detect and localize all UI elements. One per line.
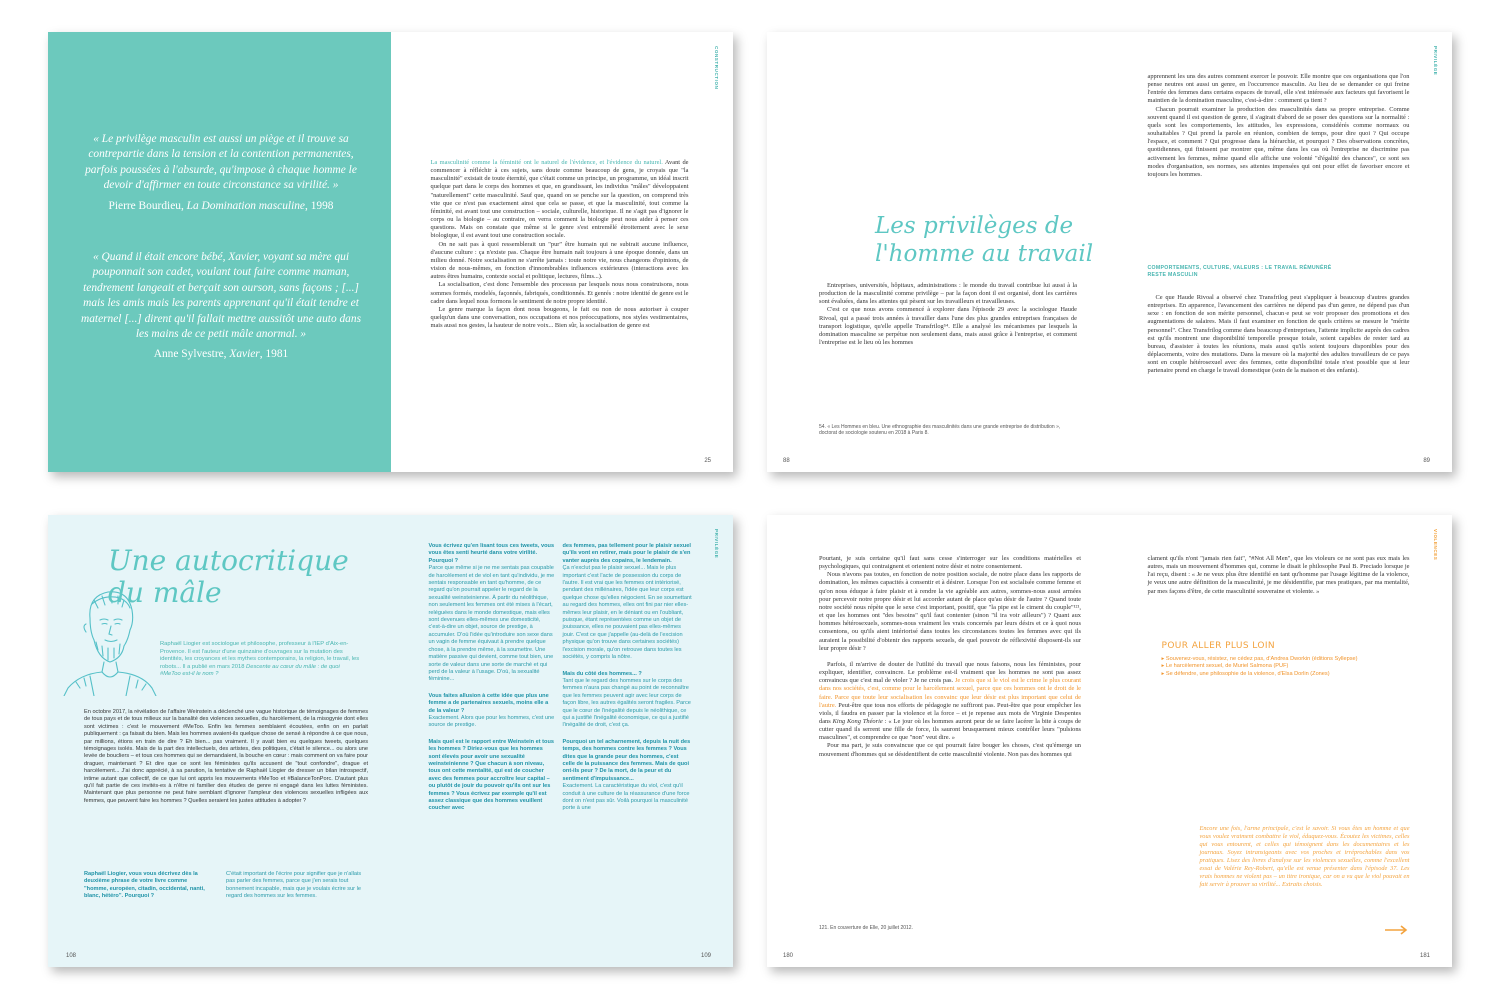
question: Vous écrivez qu'en lisant tous ces tweets, vous vous êtes senti heurté dans votre virilité. Pourquoi ? [428,543,555,564]
qa-column [226,871,362,910]
question: Raphaël Liogier, vous vous décrivez dès la deuxième phrase de votre livre comme "homme, européen, citadin, occidental, nanti, blanc, hétéro". Pourquoi ? [84,871,205,900]
paragraph: Entreprises, universités, hôpitaux, administrations : le monde du travail contribue lui aussi à la production de la masculinité comme privilège – par la façon dont il est organisé, dont les carrières sont évaluées, dans les attentes qui pèsent sur les travailleurs et travailleuses. [819,282,1077,306]
quote-author: Pierre Bourdieu, La Domination masculine, 1998 [108,199,334,212]
further-reading-title: POUR ALLER PLUS LOIN [1161,641,1276,651]
article-title: Une autocritique du mâle [108,544,349,609]
paragraph: Pour ma part, je suis convaincue que ce qui pourrait faire bouger les choses, c'est qu'émerge un mouvement d'hommes qui se désidentifient de cette masculinité violente. Non pas des hommes qui [819,742,1081,758]
question: Mais quel est le rapport entre Weinstein et tous les hommes ? Diriez-vous que les hommes sont élevés pour avoir une sexualité weinsteinienne ? Que chacun à son niveau, tous ont cette mentalité, qui est de coucher avec des femmes pour accroître leur capital – ou plutôt de jouir du pouvoir qu'ils ont sur les femmes ? Vous écrivez par exemple qu'il est assez classique que des hommes veuillent coucher avec [428,738,554,812]
closing-note: Encore une fois, l'arme principale, c'est le savoir. Si vous êtes un homme et que vous voulez vraiment combattre le viol, éduquez-vous. Écoutez les victimes, celles qui vous entourent, et celles qui témoignent dans les documentaires et les journaux. Soyez intransigeants avec vos proches et irréprochables dans vos pratiques. Lisez des livres d'analyse sur les violences sexuelles, comme l'excellent essai de Valérie Rey-Robert, qu'elle est venue présenter dans l'épisode 37. Les vrais hommes ne violent pas – un titre ironique, car on a vu que le viol pouvait en fait servir à prouver sa virilité... Extraits choisis. [1199,825,1410,888]
paragraph: Pourtant, je suis certaine qu'il faut sans cesse s'interroger sur les conditions matérielles et psychologiques, qui contraignent et orientent notre désir et notre consentement. [819,555,1081,571]
running-head: VIOLENCES [1433,529,1438,561]
body-text [1148,73,1410,179]
lead-sentence: La masculinité comme la féminité ont le naturel de l'évidence, et l'évidence du naturel. [430,159,663,166]
paragraph: clament qu'ils n'ont "jamais rien fait", "#Not All Men", que les violeurs ce ne sont pas eux mais les autres, mais un mouvement d'hommes qui, comme le disait le philosophe Paul B. Preciado lorsque je l'ai reçu, disent : « Je ne veux plus être identifié en tant qu'homme par l'usage légitime de la violence, je veux une autre définition de la masculinité, je me désidentifie, par mes pratiques, par ma mentalité, par mes façons d'être, de cette masculinité souveraine et violente. » [1147,555,1410,595]
question: Pourquoi un tel acharnement, depuis la nuit des temps, des hommes contre les femmes ? Vous dites que la grande peur des hommes, c'est celle de la puissance des femmes. Mais de quoi ont-ils peur ? De la mort, de la peur et du sentiment d'impuissance... [562,738,691,782]
page-number: 181 [1419,953,1430,959]
footnote: 54. « Les Hommes en bleu. Une ethnographie des masculinités dans une grande entreprise de distribution », doctorat de sociologie soutenu en 2018 à Paris 8. [819,424,1061,437]
running-head: CONSTRUCTION [714,46,719,90]
quote-author: Anne Sylvestre, Xavier, 1981 [153,348,289,361]
intro-text: En octobre 2017, la révélation de l'affaire Weinstein a déclenché une vague historique de témoignages de femmes de tous pays et de tous milieux sur la banalité des violences sexuelles, du harcèlement, de la misogynie dont elles sont victimes : c'est le mouvement #MeToo. Enfin les femmes semblaient écoutées, enfin on en parlait publiquement : ça faisait du bien. Mais les hommes avaient-ils quelque chose de sensé à répondre à ce que nous, par millions, étions en train de dire ? Eh bien... pas vraiment. Il y avait bien eu quelques tweets, quelques témoignages isolés. Mais de la part des intellectuels, des artistes, des politiques, c'était le silence... ou alors une levée de boucliers – et tous ces hommes qui se demandaient, la bouche en cœur : mais comment on va faire pour draguer, maintenant ? Et dire que ce sont les féministes qu'ils accusent de "tout confondre", drague et harcèlement... J'ai donc apprécié, à sa parution, la tentative de Raphaël Liogier de dresser un bilan introspectif, intime autant que collectif, de ce que lui ont appris les mouvements #MeToo et #BalanceTonPorc. D'autant plus qu'il fait partie de ces invités-es à n'être ni familier des études de genre ni engagé dans les luttes féministes. Maintenant que plus personne ne peut faire semblant d'ignorer l'ampleur des violences sexuelles infligées aux femmes, que peuvent faire les hommes ? Quelles seraient les justes attitudes à adopter ? [84,709,368,804]
spread-violences [767,515,1452,967]
paragraph: Chacun pourrait examiner la production des masculinités dans sa propre entreprise. Comme souvent quand il est question de genre, il s'agirait d'abord de se poser des questions sur la normalité : quels sont les comportements, les attitudes, les expressions, considérés comme normaux ou souhaitables ? Qui prend la parole en réunion, combien de temps, pour dire quoi ? Qui occupe l'espace, et comment ? Qui progresse dans la hiérarchie, et pourquoi ? Des observations concrètes, quotidiennes, qui finissent par montrer que, même dans les cas où l'entreprise ne discrimine pas activement les femmes, même quand elle affiche une volonté "d'égalité des chances", ce sont ses modes d'organisation, ses normes, ses attentes impensées qui ont pour effet de favoriser encore et toujours les hommes. [1147,105,1410,178]
answer: Ça n'exclut pas le plaisir sexuel... Mais le plus important c'est l'acte de possession du corps de l'autre. Il est vrai que les femmes ont intériorisé, pendant des millénaires, l'idée que leur corps est quelque chose qu'elles négocient. En se soumettant au regard des hommes, elles ont fini par nier elles-mêmes leur plaisir, en le déniant ou en l'oubliant, puisque, étant représentées comme un objet de jouissance, elles ne pouvaient pas elles-mêmes jouir. C'est ce que j'appelle (au-delà de l'excision physique qu'on trouve dans certaines sociétés) l'excision morale, qu'on retrouve dans toutes les sociétés, y compris la nôtre. [562,565,692,661]
page-number: 88 [783,458,790,464]
body-text [819,282,1077,347]
quote-text: « Le privilège masculin est aussi un piège et il trouve sa contrepartie dans la tension et la contention permanentes, parfois poussées à l'absurde, qu'impose à chaque homme le devoir d'affirmer en toute circonstance sa virilité. » [85,133,357,192]
further-reading-list [1162,656,1402,678]
paragraph: Ce que Haude Rivoal a observé chez Transfrilog peut s'appliquer à beaucoup d'autres grandes entreprises. En apparence, l'avancement des carrières ne dépend pas d'un genre, ne dépend pas d'un sexe : en fonction de son mérite personnel, chacun·e peut se voir proposer des promotions et des augmentations de salaires. Mais il faut examiner en fonction de quels critères se mesure le "mérite personnel". Chez Transfrilog comme dans beaucoup d'entreprises, l'attente implicite auprès des cadres est qu'ils montrent une disponibilité temporelle presque totale, soient capables de rester tard au bureau, d'assister à toutes les réunions, mais aussi qu'ils soient toujours disponibles pour des déplacements, voire des mutations. Dans la mesure où la majorité des adultes travailleurs de ce pays sont en couple hétérosexuel avec des femmes, cette disponibilité totale n'est possible que si leur partenaire prend en charge le travail domestique (soin de la maison et des enfants). [1147,294,1410,375]
quote-page [48,32,391,472]
spread-interview [48,515,733,967]
answer: Exactement. La caractéristique du viol, c'est qu'il conduit à une culture de la réassurance d'une force dont on n'est pas sûr. Voilà pourquoi la masculinité porte à une [562,783,690,812]
question: Vous faites allusion à cette idée que plus une femme a de partenaires sexuels, moins elle a de la valeur ? [428,692,549,714]
quote-bourdieu [76,132,366,212]
list-item: ▸ Souvenez-vous, résistez, ne cédez pas, d'Andrea Dworkin (éditions Syllepse) [1161,656,1358,662]
question: Mais du côté des hommes... ? [562,670,642,677]
running-head: PRIVILÈGE [714,529,719,559]
left-page [767,515,1110,967]
answer: Tant que le regard des hommes sur le corps des femmes n'aura pas changé au point de reconnaître que les femmes peuvent agir avec leur corps de façon libre, les autres égalités seront fragiles. Parce que le cœur de l'inégalité depuis le néolithique, ce qui a justifié l'inégalité économique, ce qui a justifié l'inégalité de droit, c'est ça. [562,677,691,729]
footnote: 121. En couverture de Elle, 20 juillet 2012. [819,925,913,931]
paragraph: Nous n'avons pas toutes, en fonction de notre position sociale, de notre place dans les rapports de domination, les mêmes capacités à consentir et à désirer. Lorsque l'on est socialisée comme femme et qu'on nous éduque à faire plaisir et à rendre la vie agréable aux autres, sommes-nous aussi armées pour percevoir notre propre désir et lui accorder autant de place qu'au désir de l'autre ? Quand toute notre société nous répète que le sexe c'est important, positif, que "la pipe est le ciment du couple"¹²¹, et que les hommes ont "des besoins" qu'il faut contenter (sinon "il ira voir ailleurs") ? Quant aux hommes hétérosexuels, sommes-nous vraiment les vrais concernés par leurs désirs et ce à quoi nous consentons, ou qu'ils aient intériorisé dans toutes les circonstances toutes les femmes avec qui ils auraient la possibilité d'obtenir des rapports sexuels, de quel pouvoir de réflexivité disposent-ils sur leur propre désir ? [819,571,1081,652]
body-text [819,555,1081,759]
answer: C'était important de l'écrire pour signifier que je n'allais pas parler des femmes, parce que j'en serais tout bonnement incapable, mais que je voulais écrire sur le regard des hommes sur les femmes. [226,871,362,900]
qa-column [84,871,208,901]
body-text [1148,555,1410,596]
spread-construction [48,32,733,472]
body-text: La masculinité comme la féminité ont le naturel de l'évidence, et l'évidence du naturel. Avant de commencer à réfléchir à ces sujets, sans doute comme beaucoup de gens, je croyais que "la masculinité" existait de toute éternité, que c'était comme un principe, un programme, un idéal inscrit quelque part dans le corps des hommes et que, en grandissant, les individus "mâles" développaient "naturellement" cette masculinité. Sauf que, quand on se penche sur la question, on comprend très vite que ce n'est pas exactement ainsi que cela se passe, et que la masculinité, tout comme la féminité, est avant tout une construction – sociale, culturelle, historique. Il ne s'agit pas d'ignorer le corps ou la biologie – au contraire, on verra comment la biologie peut nous aider à penser ces questions. Mais on constate que même si le genre s'est entremêlé étroitement avec le sexe biologique, il est avant tout une construction sociale. On ne sait pas à quoi ressemblerait un "pur" être humain qui ne subirait aucune influence, d'aucune culture : ça n'existe pas. Chaque être humain naît toujours à une époque donnée, dans un milieu donné. Notre socialisation ne s'arrête jamais : toute notre vie, nous changeons d'opinions, de vision de nous-mêmes, en fonction d'innombrables influences extérieures (interactions avec les autres êtres humains, contexte social et politique, lectures, films...). La socialisation, c'est donc l'ensemble des processus par lesquels nous nous construisons, nous sommes formés, modelés, façonnés, fabriqués, conditionnés. Et genrés : notre identité de genre est le cadre dans lequel nous formons le sentiment de notre propre identité. Le genre marque la façon dont nous bougeons, le fait ou non de nous autoriser à couper quelqu'un dans une conversation, nos occupations et nos préoccupations, nos styles vestimentaires, mais aussi nos gestes, la hauteur de notre voix... Bien sûr, la socialisation de genre est [430,159,689,330]
page-number: 180 [783,953,794,959]
qa-column [429,543,555,813]
qa-column [563,543,693,822]
list-item: ▸ Se défendre, une philosophie de la violence, d'Elsa Dorlin (Zones) [1161,670,1330,677]
quote-sylvestre [76,250,366,360]
paragraph: La socialisation, c'est donc l'ensemble des processus par lesquels nous nous construisons, nous sommes formés, modelés, façonnés, fabriqués, conditionnés. Et genrés : notre identité de genre est le cadre dans lequel nous formons le sentiment de notre propre identité. [430,281,689,305]
question: des femmes, pas tellement pour le plaisir sexuel qu'ils vont en retirer, mais pour le plaisir de s'en vanter auprès des copains, le lendemain. [562,543,691,564]
arrow-right-icon [1384,925,1410,935]
paragraph: Parfois, il m'arrive de douter de l'utilité du travail que nous faisons, nous les féministes, pour expliquer, identifier, convaincre. Le problème est-il vraiment que les hommes ne sont pas assez convaincus que c'est mal de violer ? Je ne crois pas. Je crois que si le viol est le crime le plus courant dans nos sociétés, c'est, comme pour le harcèlement sexuel, parce que ces hommes ont le droit de le faire. Parce que toute leur socialisation les convainc que leur désir est plus important que celui de l'autre. Peut-être que tous nos efforts de pédagogie ne suffiront pas. Peut-être que pour empêcher les viols, il faudra en passer par la violence et la force – et je repense aux mots de Virginie Despentes dans King Kong Théorie : « Le jour où les hommes auront peur de se faire lacérer la bite à coups de cutter quand ils serrent une fille de force, ils sauront brusquement mieux contrôler leurs "pulsions masculines", et comprendre ce que "non" veut dire. » [819,660,1082,742]
page-number: 25 [704,458,711,464]
right-page [391,515,734,967]
body-text [1148,294,1410,376]
text-page [391,32,734,472]
paragraph: C'est ce que nous avons commencé à explorer dans l'épisode 29 avec la sociologue Haude Rivoal, qui a passé trois années à travailler dans l'une des plus grandes entreprises françaises de transport logistique, qu'elle appelle Transfrilog⁵⁴. Elle a analysé les mécanismes par lesquels la domination masculine se perpétue non seulement dans, mais aussi grâce à l'entreprise, et comment l'entreprise est le lieu où les hommes [819,306,1077,347]
running-head: PRIVILÈGE [1433,46,1438,76]
author-bio: Raphaël Liogier est sociologue et philosophe, professeur à l'IEP d'Aix-en-Provence. Il est l'auteur d'une quinzaine d'ouvrages sur la mutation des identités, les croyances et les mythes contemporains, la religion, le travail, les robots... Il a publié en mars 2018 Descente au cœur du mâle : de quoi #MeToo est-il le nom ? [160,641,360,678]
quote-text: « Quand il était encore bébé, Xavier, voyant sa mère qui pouponnait son cadet, voulant tout faire comme maman, tendrement langeait et berçait son ourson, sans façons ; [...] mais les amis mais les parents apprenant qu'il était tendre et maternel [...] dirent qu'il fallait mettre aussitôt une auto dans les mains de ce petit mâle anormal. » [80,251,362,341]
paragraph: apprennent les uns des autres comment exercer le pouvoir. Elle montre que ces organisations que l'on pense neutres ont aussi un genre, en l'occurrence masculin. Au lieu de se demander ce qui freine l'entrée des femmes dans certains espaces de travail, elle s'est intéressée aux facteurs qui favorisent le maintien de la domination masculine, c'est-à-dire : comment ça tient ? [1147,73,1410,105]
right-page [1110,32,1453,472]
left-page [48,515,391,967]
page-number: 89 [1423,458,1430,464]
section-subhead: COMPORTEMENTS, CULTURE, VALEURS : LE TRAVAIL RÉMUNÉRÉ RESTE MASCULIN [1147,265,1332,278]
page-number: 108 [66,953,77,959]
paragraph: On ne sait pas à quoi ressemblerait un "pur" être humain qui ne subirait aucune influence, d'aucune culture : ça n'existe pas. Chaque être humain naît toujours à une époque donnée, dans un milieu donné. Notre socialisation ne s'arrête jamais : toute notre vie, nous changeons d'opinions, de vision de nous-mêmes, en fonction d'innombrables influences extérieures (interactions avec les autres êtres humains, contexte social et politique, lectures, films...). [430,240,689,281]
spread-privilege-work [767,32,1452,472]
answer: Exactement. Alors que pour les hommes, c'est une source de prestige. [428,714,555,729]
right-page [1110,515,1453,967]
page-number: 109 [700,953,711,959]
left-page [767,32,1110,472]
paragraph: Le genre marque la façon dont nous bougeons, le fait ou non de nous autoriser à couper quelqu'un dans une conversation, nos occupations et nos préoccupations, nos styles vestimentaires, mais aussi nos gestes, la hauteur de notre voix... Bien sûr, la socialisation de genre est [430,305,689,330]
chapter-title: Les privilèges de l'homme au travail [875,213,1094,267]
highlighted-sentence: Je crois que si le viol est le crime le plus courant dans nos sociétés, c'est, comme pour le harcèlement sexuel, parce que ces hommes ont le droit de le faire. Parce que toute leur socialisation les convainc que leur désir est plus important que celui de l'autre. [819,677,1081,709]
answer: Parce que même si je ne me sentais pas coupable de harcèlement et de viol en tant qu'individu, je me sentais responsable en tant qu'homme, de ce regard qu'on pourrait appeler le regard de la sexualité weinsteinienne. À partir du néolithique, non seulement les femmes ont été mises à l'écart, reléguées dans le monde domestique, mais elles sont devenues elles-mêmes une domesticité, c'est-à-dire un objet, source de prestige, à accumuler. D'où l'idée qu'introduire son sexe dans un vagin de femme équivaut à prendre quelque chose, à la prendre même, à la soumettre. Une matière passive qui devient, comme tout bien, une sorte de valeur dans une sorte de marché et qui perd de la valeur à l'usage. D'où, la sexualité féminine... [428,565,555,683]
list-item: ▸ Le harcèlement sexuel, de Muriel Salmona (PUF) [1161,663,1289,670]
